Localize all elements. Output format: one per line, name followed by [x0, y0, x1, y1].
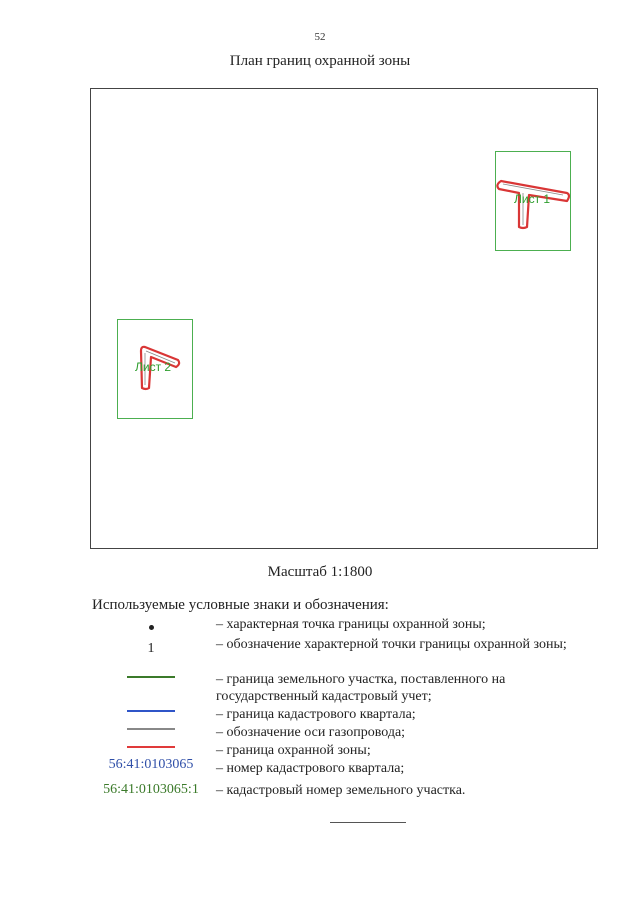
- boundary-point-icon: [149, 625, 154, 630]
- legend-symbol-3: [92, 668, 210, 686]
- legend-title: Используемые условные знаки и обозначения:: [92, 597, 389, 613]
- legend-description-5: – обозначение оси газопровода;: [216, 725, 406, 740]
- legend-description-4: – граница кадастрового квартала;: [216, 707, 416, 722]
- scale-label: Масштаб 1:1800: [267, 564, 373, 580]
- legend-symbol-5: [92, 720, 210, 738]
- line-style-icon: [127, 710, 175, 712]
- legend-symbol-2: [92, 640, 210, 658]
- sheet-2-label: Лист 2: [135, 360, 172, 374]
- legend-symbol-1: [92, 618, 210, 636]
- line-style-icon: [127, 746, 175, 748]
- legend-symbol-8: [92, 781, 210, 799]
- sheet-1-label: Лист 1: [514, 192, 551, 206]
- plan-map-frame: [90, 88, 598, 549]
- legend-symbol-7: [92, 756, 210, 774]
- bottom-rule: [330, 822, 406, 823]
- line-style-icon: [127, 728, 175, 730]
- legend-symbol-text: 56:41:0103065: [108, 757, 194, 772]
- sheet-2-frame[interactable]: [117, 319, 193, 419]
- page-number: 52: [314, 31, 326, 43]
- legend-description-3: – граница земельного участка, поставленного на государственный кадастровый учет;: [216, 672, 506, 704]
- legend-description-2: – обозначение характерной точки границы охранной зоны;: [216, 637, 567, 652]
- legend-symbol-4: [92, 702, 210, 720]
- plan-title: План границ охранной зоны: [229, 53, 411, 69]
- legend-description-7: – номер кадастрового квартала;: [216, 761, 405, 776]
- sheet-1-frame[interactable]: [495, 151, 571, 251]
- legend-symbol-text: 1: [147, 641, 155, 656]
- line-style-icon: [127, 676, 175, 678]
- legend-description-8: – кадастровый номер земельного участка.: [216, 783, 466, 798]
- legend-symbol-6: [92, 738, 210, 756]
- legend-description-6: – граница охранной зоны;: [216, 743, 371, 758]
- legend-symbol-text: 56:41:0103065:1: [103, 782, 199, 797]
- legend-description-1: – характерная точка границы охранной зоны;: [216, 617, 486, 632]
